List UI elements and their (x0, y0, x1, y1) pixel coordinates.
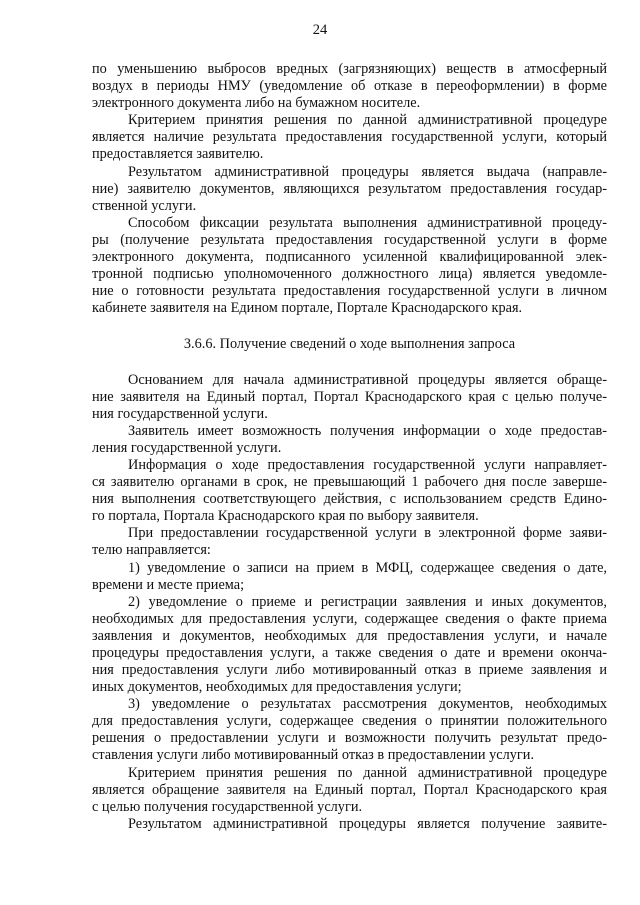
text-line: ния предоставления услуги либо мотивированный отказ в приеме заявления и (92, 662, 607, 678)
text-line: ры (получение результата предоставления государственной услуги в форме (92, 232, 607, 248)
section-heading: 3.6.6. Получение сведений о ходе выполнения запроса (183, 336, 516, 352)
text-line: необходимых для предоставления услуги, содержащее сведения о факте приема (92, 611, 607, 627)
text-line: 3) уведомление о результатах рассмотрения документов, необходимых (128, 696, 607, 712)
text-line: является наличие результата предоставления государственной услуги, который (92, 129, 607, 145)
text-line: Критерием принятия решения по данной административной процедуре (128, 112, 607, 128)
text-line: электронного документа либо на бумажном носителе. (92, 95, 421, 111)
text-line: ставления услуги либо мотивированный отказ в предоставлении услуги. (92, 747, 535, 763)
text-line: ние) заявителю документов, являющихся результатом предоставления государ- (92, 181, 607, 197)
text-line: иных документов, необходимых для предоставления услуги; (92, 679, 462, 695)
text-line: Способом фиксации результата выполнения административной процеду- (128, 215, 607, 231)
text-line: ния государственной услуги. (92, 406, 268, 422)
text-line: ления государственной услуги. (92, 440, 282, 456)
text-line: При предоставлении государственной услуги в электронной форме заяви- (128, 525, 607, 541)
text-line: предоставляется заявителю. (92, 146, 264, 162)
text-line: 1) уведомление о записи на прием в МФЦ, содержащее сведения о дате, (128, 560, 607, 576)
text-line: Заявитель имеет возможность получения информации о ходе предостав- (128, 423, 607, 439)
text-line: Информация о ходе предоставления государственной услуги направляет- (128, 457, 607, 473)
text-line: ственной услуги. (92, 198, 197, 214)
text-line: телю направляется: (92, 542, 211, 558)
text-line: го портала, Портала Краснодарского края по выбору заявителя. (92, 508, 479, 524)
text-line: по уменьшению выбросов вредных (загрязняющих) веществ в атмосферный (92, 61, 607, 77)
text-line: для предоставления услуги, содержащее сведения о принятии положительного (92, 713, 607, 729)
text-line: ние о готовности результата предоставления государственной услуги в личном (92, 283, 607, 299)
text-line: Основанием для начала административной процедуры является обраще- (128, 372, 607, 388)
text-line: ние заявителя на Единый портал, Портал Краснодарского края с целью получе- (92, 389, 607, 405)
text-line: заявления и документов, необходимых для предоставления услуги, и начале (92, 628, 607, 644)
text-line: процедуры предоставления услуги, а также сведения о дате и времени оконча- (92, 645, 607, 661)
text-line: 2) уведомление о приеме и регистрации заявления и иных документов, (128, 594, 607, 610)
text-line: воздух в периоды НМУ (уведомление об отказе в переоформлении) в форме (92, 78, 607, 94)
text-line: тронной подписью уполномоченного должностного лица) является уведомле- (92, 266, 607, 282)
text-line: ния выполнения соответствующего действия, с использованием средств Едино- (92, 491, 607, 507)
text-line: Результатом административной процедуры является получение заявите- (128, 816, 607, 832)
text-line: Результатом административной процедуры является выдача (направле- (128, 164, 607, 180)
text-line: ся заявителю органами в срок, не превышающий 1 рабочего дня после заверше- (92, 474, 607, 490)
text-line: с целью получения государственной услуги. (92, 799, 363, 815)
text-line: Критерием принятия решения по данной административной процедуре (128, 765, 607, 781)
text-line: кабинете заявителя на Едином портале, Портале Краснодарского края. (92, 300, 523, 316)
page-number: 24 (312, 22, 328, 38)
text-line: электронного документа, подписанного усиленной квалифицированной элек- (92, 249, 607, 265)
text-line: является обращение заявителя на Единый портал, Портал Краснодарского края (92, 782, 607, 798)
text-line: решения о предоставлении услуги и возможности получить результат предо- (92, 730, 607, 746)
text-line: времени и месте приема; (92, 577, 245, 593)
